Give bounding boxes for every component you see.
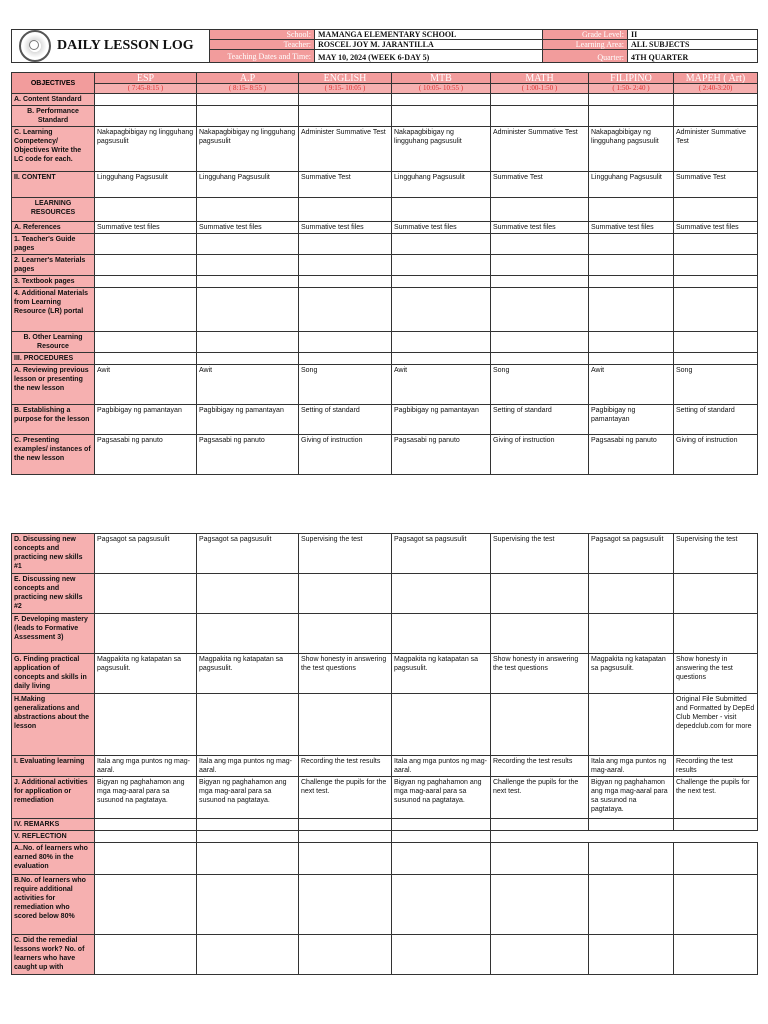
table-cell: [674, 288, 758, 332]
table-cell: Summative Test: [299, 172, 392, 198]
row-label: F. Developing mastery (leads to Formative Assessment 3): [12, 614, 95, 654]
table-row: [12, 831, 758, 843]
table-cell: [674, 234, 758, 255]
table-cell: Supervising the test: [491, 534, 589, 574]
table-row: [12, 534, 758, 574]
table-row: [12, 935, 758, 975]
subject-header: FILIPINO: [589, 73, 674, 84]
table-cell: Itala ang mga puntos ng mag-aaral.: [392, 756, 491, 777]
table-cell: Magpakita ng katapatan sa pagsusulit.: [392, 654, 491, 694]
table-cell: [674, 614, 758, 654]
row-label: IV. REMARKS: [12, 819, 95, 831]
table-cell: [392, 843, 491, 875]
table-cell: [491, 198, 589, 222]
table-cell: [197, 106, 299, 127]
table-cell: [197, 94, 299, 106]
dates-label: Teaching Dates and Time:: [210, 50, 315, 63]
table-cell: [299, 234, 392, 255]
table-cell: [491, 288, 589, 332]
table-cell: [197, 288, 299, 332]
table-cell: [392, 288, 491, 332]
table-cell: [299, 574, 392, 614]
table-cell: [197, 843, 299, 875]
table-cell: Pagsagot sa pagsusulit: [95, 534, 197, 574]
lesson-table-page-2: [11, 533, 758, 975]
table-cell: [491, 276, 589, 288]
table-cell: [589, 819, 674, 831]
row-label: C. Presenting examples/ instances of the new lesson: [12, 435, 95, 475]
table-cell: [589, 574, 674, 614]
table-cell: Itala ang mga puntos ng mag-aaral.: [589, 756, 674, 777]
table-row: [12, 777, 758, 819]
table-row: [12, 198, 758, 222]
table-cell: Song: [299, 365, 392, 405]
table-cell: [299, 332, 392, 353]
table-cell: Setting of standard: [491, 405, 589, 435]
table-row: [12, 234, 758, 255]
table-cell: [95, 819, 197, 831]
table-cell: [589, 276, 674, 288]
table-cell: [95, 234, 197, 255]
table-cell: [392, 106, 491, 127]
row-label: B.No. of learners who require additional activities for remediation who scored below 80%: [12, 875, 95, 935]
table-cell: Awit: [95, 365, 197, 405]
table-cell: [674, 875, 758, 935]
table-row: [12, 288, 758, 332]
table-cell: [299, 198, 392, 222]
table-row: [12, 574, 758, 614]
table-cell: Magpakita ng katapatan sa pagsusulit.: [589, 654, 674, 694]
row-label: E. Discussing new concepts and practicing new skills #2: [12, 574, 95, 614]
table-cell: [197, 332, 299, 353]
teacher-label: Teacher:: [210, 40, 315, 50]
objectives-header: OBJECTIVES: [12, 73, 95, 94]
table-cell: [299, 255, 392, 276]
table-row: [12, 614, 758, 654]
table-cell: Challenge the pupils for the next test.: [674, 777, 758, 819]
table-cell: Show honesty in answering the test questions: [674, 654, 758, 694]
table-cell: [491, 875, 589, 935]
table-cell: [491, 614, 589, 654]
table-cell: [95, 332, 197, 353]
table-cell: Recording the test results: [491, 756, 589, 777]
table-cell: [95, 831, 197, 843]
table-cell: Pagbibigay ng pamantayan: [589, 405, 674, 435]
time-slot: ( 1:50- 2:40 ): [589, 84, 674, 94]
table-cell: Nakapagbibigay ng lingguhang pagsusulit: [197, 127, 299, 172]
table-cell: [95, 935, 197, 975]
row-label: III. PROCEDURES: [12, 353, 95, 365]
subject-row: [12, 73, 758, 84]
table-cell: [589, 288, 674, 332]
table-cell: [95, 198, 197, 222]
table-cell: Lingguhang Pagsusulit: [95, 172, 197, 198]
row-label: V. REFLECTION: [12, 831, 95, 843]
table-cell: Challenge the pupils for the next test.: [299, 777, 392, 819]
table-row: [12, 843, 758, 875]
row-label: H.Making generalizations and abstractions about the lesson: [12, 694, 95, 756]
table-cell: [299, 831, 392, 843]
table-cell: [197, 255, 299, 276]
table-cell: Summative test files: [674, 222, 758, 234]
table-cell: Summative test files: [589, 222, 674, 234]
table-cell: Original File Submitted and Formatted by DepEd Club Member - visit depedclub.com for more: [674, 694, 758, 756]
table-cell: Setting of standard: [674, 405, 758, 435]
table-cell: [95, 94, 197, 106]
table-cell: Awit: [392, 365, 491, 405]
table-cell: [589, 935, 674, 975]
table-cell: [491, 332, 589, 353]
table-cell: [392, 935, 491, 975]
table-cell: Pagsagot sa pagsusulit: [392, 534, 491, 574]
row-label: A..No. of learners who earned 80% in the evaluation: [12, 843, 95, 875]
table-cell: [674, 843, 758, 875]
row-label: A. References: [12, 222, 95, 234]
table-cell: Awit: [589, 365, 674, 405]
table-cell: [491, 574, 589, 614]
table-row: [12, 222, 758, 234]
time-slot: ( 7:45-8:15 ): [95, 84, 197, 94]
table-cell: Giving of instruction: [299, 435, 392, 475]
table-cell: [392, 574, 491, 614]
table-cell: Magpakita ng katapatan sa pagsusulit.: [95, 654, 197, 694]
table-cell: [197, 819, 299, 831]
table-cell: [392, 875, 491, 935]
table-cell: Nakapagbibigay ng lingguhang pagsusulit: [392, 127, 491, 172]
table-row: [12, 106, 758, 127]
table-cell: [589, 831, 674, 843]
quarter-label: Quarter:: [543, 50, 628, 63]
table-cell: [392, 255, 491, 276]
table-cell: [674, 198, 758, 222]
table-cell: Bigyan ng paghahamon ang mga mag-aaral para sa susunod na pagtataya.: [197, 777, 299, 819]
table-cell: Nakapagbibigay ng lingguhang pagsusulit: [589, 127, 674, 172]
table-cell: Pagsagot sa pagsusulit: [589, 534, 674, 574]
table-cell: [392, 276, 491, 288]
table-cell: [299, 106, 392, 127]
table-cell: [95, 353, 197, 365]
table-cell: [299, 276, 392, 288]
table-cell: Lingguhang Pagsusulit: [197, 172, 299, 198]
grade-value: II: [628, 30, 758, 40]
subject-header: MAPEH ( Art): [674, 73, 758, 84]
row-label: 1. Teacher's Guide pages: [12, 234, 95, 255]
table-cell: [299, 875, 392, 935]
table-cell: [674, 353, 758, 365]
area-value: ALL SUBJECTS: [628, 40, 758, 50]
table-cell: [95, 875, 197, 935]
table-cell: [674, 106, 758, 127]
page-title: DAILY LESSON LOG: [57, 38, 194, 53]
table-cell: [491, 94, 589, 106]
row-label: 3. Textbook pages: [12, 276, 95, 288]
table-cell: [197, 831, 299, 843]
table-cell: Pagsasabi ng panuto: [197, 435, 299, 475]
table-cell: Summative test files: [392, 222, 491, 234]
table-cell: Show honesty in answering the test questions: [491, 654, 589, 694]
table-cell: [299, 935, 392, 975]
table-cell: Nakapagbibigay ng lingguhang pagsusulit: [95, 127, 197, 172]
table-cell: Bigyan ng paghahamon ang mga mag-aaral para sa susunod na pagtataya.: [392, 777, 491, 819]
time-slot: ( 8:15- 8:55 ): [197, 84, 299, 94]
table-cell: [197, 276, 299, 288]
table-cell: Pagbibigay ng pamantayan: [197, 405, 299, 435]
table-cell: Pagsasabi ng panuto: [589, 435, 674, 475]
row-label: C. Learning Competency/ Objectives Write the LC code for each.: [12, 127, 95, 172]
table-cell: [392, 198, 491, 222]
table-cell: [197, 198, 299, 222]
table-cell: Lingguhang Pagsusulit: [392, 172, 491, 198]
table-cell: [589, 198, 674, 222]
table-cell: [491, 353, 589, 365]
table-cell: Show honesty in answering the test questions: [299, 654, 392, 694]
table-cell: [299, 288, 392, 332]
school-value: MAMANGA ELEMENTARY SCHOOL: [315, 30, 543, 40]
table-cell: [674, 831, 758, 843]
table-cell: [392, 614, 491, 654]
table-cell: [95, 288, 197, 332]
table-row: [12, 435, 758, 475]
table-cell: [674, 276, 758, 288]
row-label: J. Additional activities for application or remediation: [12, 777, 95, 819]
title-cell: [12, 30, 210, 63]
time-slot: ( 2:40-3:20): [674, 84, 758, 94]
table-row: [12, 654, 758, 694]
table-cell: [95, 106, 197, 127]
table-cell: [95, 694, 197, 756]
table-cell: [491, 255, 589, 276]
table-cell: Bigyan ng paghahamon ang mga mag-aaral para sa susunod na pagtataya.: [589, 777, 674, 819]
table-cell: [491, 935, 589, 975]
table-cell: [392, 94, 491, 106]
table-cell: Challenge the pupils for the next test.: [491, 777, 589, 819]
table-row: [12, 875, 758, 935]
table-cell: [197, 234, 299, 255]
table-cell: [589, 234, 674, 255]
table-row: [12, 172, 758, 198]
table-cell: [197, 614, 299, 654]
table-cell: [299, 94, 392, 106]
table-cell: [589, 843, 674, 875]
table-cell: Lingguhang Pagsusulit: [589, 172, 674, 198]
table-cell: Administer Summative Test: [491, 127, 589, 172]
row-label: 2. Learner's Materials pages: [12, 255, 95, 276]
time-row: [12, 84, 758, 94]
table-cell: [197, 875, 299, 935]
subject-header: ENGLISH: [299, 73, 392, 84]
time-slot: ( 9:15- 10:05 ): [299, 84, 392, 94]
table-cell: [299, 843, 392, 875]
table-cell: Recording the test results: [299, 756, 392, 777]
row-label: D. Discussing new concepts and practicing new skills #1: [12, 534, 95, 574]
table-cell: [674, 94, 758, 106]
table-cell: [392, 234, 491, 255]
table-cell: [197, 353, 299, 365]
row-label: A. Content Standard: [12, 94, 95, 106]
table-cell: [589, 694, 674, 756]
table-cell: [95, 614, 197, 654]
table-cell: Magpakita ng katapatan sa pagsusulit.: [197, 654, 299, 694]
table-cell: [392, 332, 491, 353]
table-cell: [299, 694, 392, 756]
subject-header: MATH: [491, 73, 589, 84]
table-cell: [589, 614, 674, 654]
row-label: I. Evaluating learning: [12, 756, 95, 777]
time-slot: ( 1:00-1:50 ): [491, 84, 589, 94]
table-row: [12, 405, 758, 435]
table-row: [12, 365, 758, 405]
table-cell: [95, 574, 197, 614]
table-cell: Summative Test: [491, 172, 589, 198]
table-cell: Song: [674, 365, 758, 405]
subject-header: ESP: [95, 73, 197, 84]
table-cell: [589, 875, 674, 935]
table-row: [12, 756, 758, 777]
school-label: School:: [210, 30, 315, 40]
subject-header: MTB: [392, 73, 491, 84]
row-label: A. Reviewing previous lesson or presenting the new lesson: [12, 365, 95, 405]
table-row: [12, 353, 758, 365]
table-cell: [674, 935, 758, 975]
quarter-value: 4TH QUARTER: [628, 50, 758, 63]
table-cell: Giving of instruction: [674, 435, 758, 475]
table-cell: [95, 255, 197, 276]
table-cell: [392, 353, 491, 365]
header-table: [11, 29, 758, 63]
table-cell: Administer Summative Test: [299, 127, 392, 172]
table-cell: [392, 694, 491, 756]
table-row: [12, 255, 758, 276]
table-cell: [589, 332, 674, 353]
grade-label: Grade Level:: [543, 30, 628, 40]
table-cell: Song: [491, 365, 589, 405]
table-cell: [491, 694, 589, 756]
table-cell: Pagbibigay ng pamantayan: [392, 405, 491, 435]
table-cell: [95, 843, 197, 875]
table-cell: Bigyan ng paghahamon ang mga mag-aaral para sa susunod na pagtataya.: [95, 777, 197, 819]
table-cell: [589, 106, 674, 127]
table-cell: Pagsasabi ng panuto: [95, 435, 197, 475]
table-cell: [589, 353, 674, 365]
table-cell: [674, 332, 758, 353]
table-cell: [197, 935, 299, 975]
table-cell: [197, 694, 299, 756]
table-row: [12, 94, 758, 106]
row-label: B. Establishing a purpose for the lesson: [12, 405, 95, 435]
table-cell: [392, 819, 491, 831]
table-cell: Supervising the test: [299, 534, 392, 574]
table-row: [12, 819, 758, 831]
time-slot: ( 10:05- 10:55 ): [392, 84, 491, 94]
table-cell: [674, 574, 758, 614]
table-cell: Administer Summative Test: [674, 127, 758, 172]
row-label: 4. Additional Materials from Learning Resource (LR) portal: [12, 288, 95, 332]
row-label: C. Did the remedial lessons work? No. of learners who have caught up with: [12, 935, 95, 975]
row-label: B. Other Learning Resource: [12, 332, 95, 353]
table-cell: Summative test files: [491, 222, 589, 234]
area-label: Learning Area:: [543, 40, 628, 50]
table-cell: Itala ang mga puntos ng mag-aaral.: [95, 756, 197, 777]
table-cell: [674, 255, 758, 276]
table-cell: Awit: [197, 365, 299, 405]
table-cell: Supervising the test: [674, 534, 758, 574]
table-cell: [589, 94, 674, 106]
table-cell: [299, 819, 392, 831]
row-label: G. Finding practical application of concepts and skills in daily living: [12, 654, 95, 694]
row-label: II. CONTENT: [12, 172, 95, 198]
table-cell: Summative test files: [95, 222, 197, 234]
row-label: LEARNING RESOURCES: [12, 198, 95, 222]
table-cell: Setting of standard: [299, 405, 392, 435]
teacher-value: ROSCEL JOY M. JARANTILLA: [315, 40, 543, 50]
table-cell: [197, 574, 299, 614]
table-cell: [299, 353, 392, 365]
table-cell: [491, 831, 589, 843]
table-cell: [491, 234, 589, 255]
table-row: [12, 276, 758, 288]
table-cell: Recording the test results: [674, 756, 758, 777]
table-cell: Pagsagot sa pagsusulit: [197, 534, 299, 574]
table-cell: [491, 819, 589, 831]
table-row: [12, 694, 758, 756]
table-cell: [674, 819, 758, 831]
table-cell: [95, 276, 197, 288]
table-cell: Summative test files: [197, 222, 299, 234]
table-cell: [491, 106, 589, 127]
table-cell: Pagsasabi ng panuto: [392, 435, 491, 475]
table-cell: [589, 255, 674, 276]
table-cell: [392, 831, 491, 843]
table-cell: Pagbibigay ng pamantayan: [95, 405, 197, 435]
table-row: [12, 332, 758, 353]
table-cell: Giving of instruction: [491, 435, 589, 475]
table-row: [12, 127, 758, 172]
table-cell: Summative test files: [299, 222, 392, 234]
table-cell: Itala ang mga puntos ng mag-aaral.: [197, 756, 299, 777]
subject-header: A.P: [197, 73, 299, 84]
dates-value: MAY 10, 2024 (WEEK 6-DAY 5): [315, 50, 543, 63]
row-label: B. Performance Standard: [12, 106, 95, 127]
table-cell: [491, 843, 589, 875]
table-cell: Summative Test: [674, 172, 758, 198]
table-cell: [299, 614, 392, 654]
lesson-table-page-1: [11, 72, 758, 475]
deped-seal-icon: [19, 30, 51, 62]
